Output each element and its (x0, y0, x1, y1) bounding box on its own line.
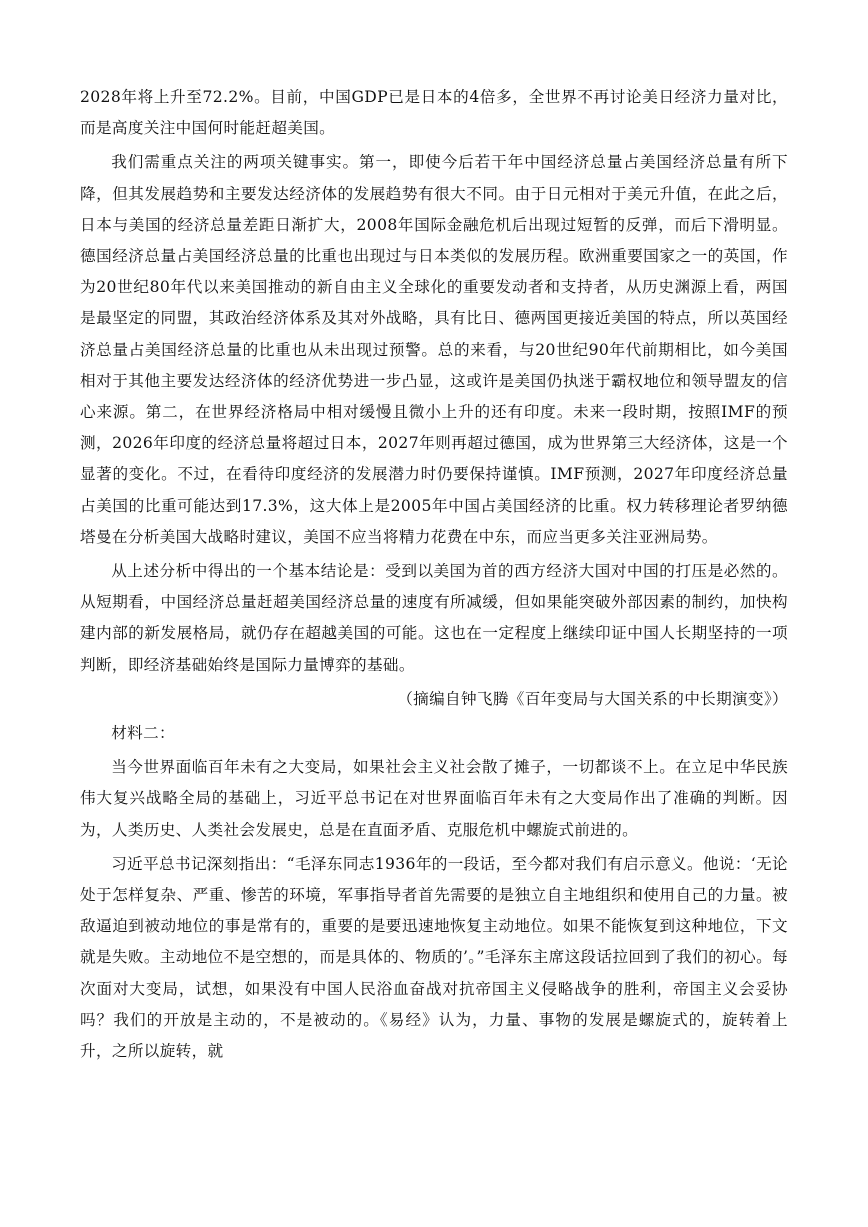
paragraph-material-two-first: 当今世界面临百年未有之大变局，如果社会主义社会散了摊子，一切都谈不上。在立足中华民族伟大复兴战略全局的基础上，习近平总书记在对世界面临百年未有之大变局作出了准确的判断。因为，人类历史、人类社会发展史，总是在直面矛盾、克服危机中螺旋式前进的。 (80, 758, 788, 839)
paragraph-conclusion: 从上述分析中得出的一个基本结论是：受到以美国为首的西方经济大国对中国的打压是必然的。从短期看，中国经济总量赶超美国经济总量的速度有所减缓，但如果能突破外部因素的制约，加快构建内部的新发展格局，就仍存在超越美国的可能。这也在一定程度上继续印证中国人长期坚持的一项判断，即经济基础始终是国际力量博弈的基础。 (80, 562, 788, 674)
material-two-label: 材料二： (111, 724, 175, 743)
paragraph-intro-tail: 2028年将上升至72.2%。目前，中国GDP已是日本的4倍多，全世界不再讨论美日经济力量对比，而是高度关注中国何时能赶超美国。 (80, 88, 788, 138)
paragraph-key-facts: 我们需重点关注的两项关键事实。第一，即使今后若干年中国经济总量占美国经济总量有所下降，但其发展趋势和主要发达经济体的发展趋势有很大不同。由于日元相对于美元升值，在此之后，日本与美国的经济总量差距日渐扩大，2008年国际金融危机后出现过短暂的反弹，而后下滑明显。德国经济总量占美国经济总量的比重也出现过与日本类似的发展历程。欧洲重要国家之一的英国，作为20世纪80年代以来美国推动的新自由主义全球化的重要发动者和支持者，从历史渊源上看，两国是最坚定的同盟，其政治经济体系及其对外战略，具有比日、德两国更接近美国的特点，所以英国经济总量占美国经济总量的比重也从未出现过预警。总的来看，与20世纪90年代前期相比，如今美国相对于其他主要发达经济体的经济优势进一步凸显，这或许是美国仍执迷于霸权地位和领导盟友的信心来源。第二，在世界经济格局中相对缓慢且微小上升的还有印度。未来一段时期，按照IMF的预测，2026年印度的经济总量将超过日本，2027年则再超过德国，成为世界第三大经济体，这是一个显著的变化。不过，在看待印度经济的发展潜力时仍要保持谨慎。IMF预测，2027年印度经济总量占美国的比重可能达到17.3%，这大体上是2005年中国占美国经济的比重。权力转移理论者罗纳德塔曼在分析美国大战略时建议，美国不应当将精力花费在中东，而应当更多关注亚洲局势。 (80, 153, 788, 546)
paragraph-material-two-second: 习近平总书记深刻指出：“毛泽东同志1936年的一段话，至今都对我们有启示意义。他说：‘无论处于怎样复杂、严重、惨苦的环境，军事指导者首先需要的是独立自主地组织和使用自己的力量。被敌逼迫到被动地位的事是常有的，重要的是要迅速地恢复主动地位。如果不能恢复到这种地位，下文就是失败。主动地位不是空想的，而是具体的、物质的’。”毛泽东主席这段话拉回到了我们的初心。每次面对大变局，试想，如果没有中国人民浴血奋战对抗帝国主义侵略战争的胜利，帝国主义会妥协吗？我们的开放是主动的，不是被动的。《易经》认为，力量、事物的发展是螺旋式的，旋转着上升，之所以旋转，就 (80, 854, 788, 1061)
source-citation: （摘编自钟飞腾《百年变局与大国关系的中长期演变》） (397, 689, 788, 708)
